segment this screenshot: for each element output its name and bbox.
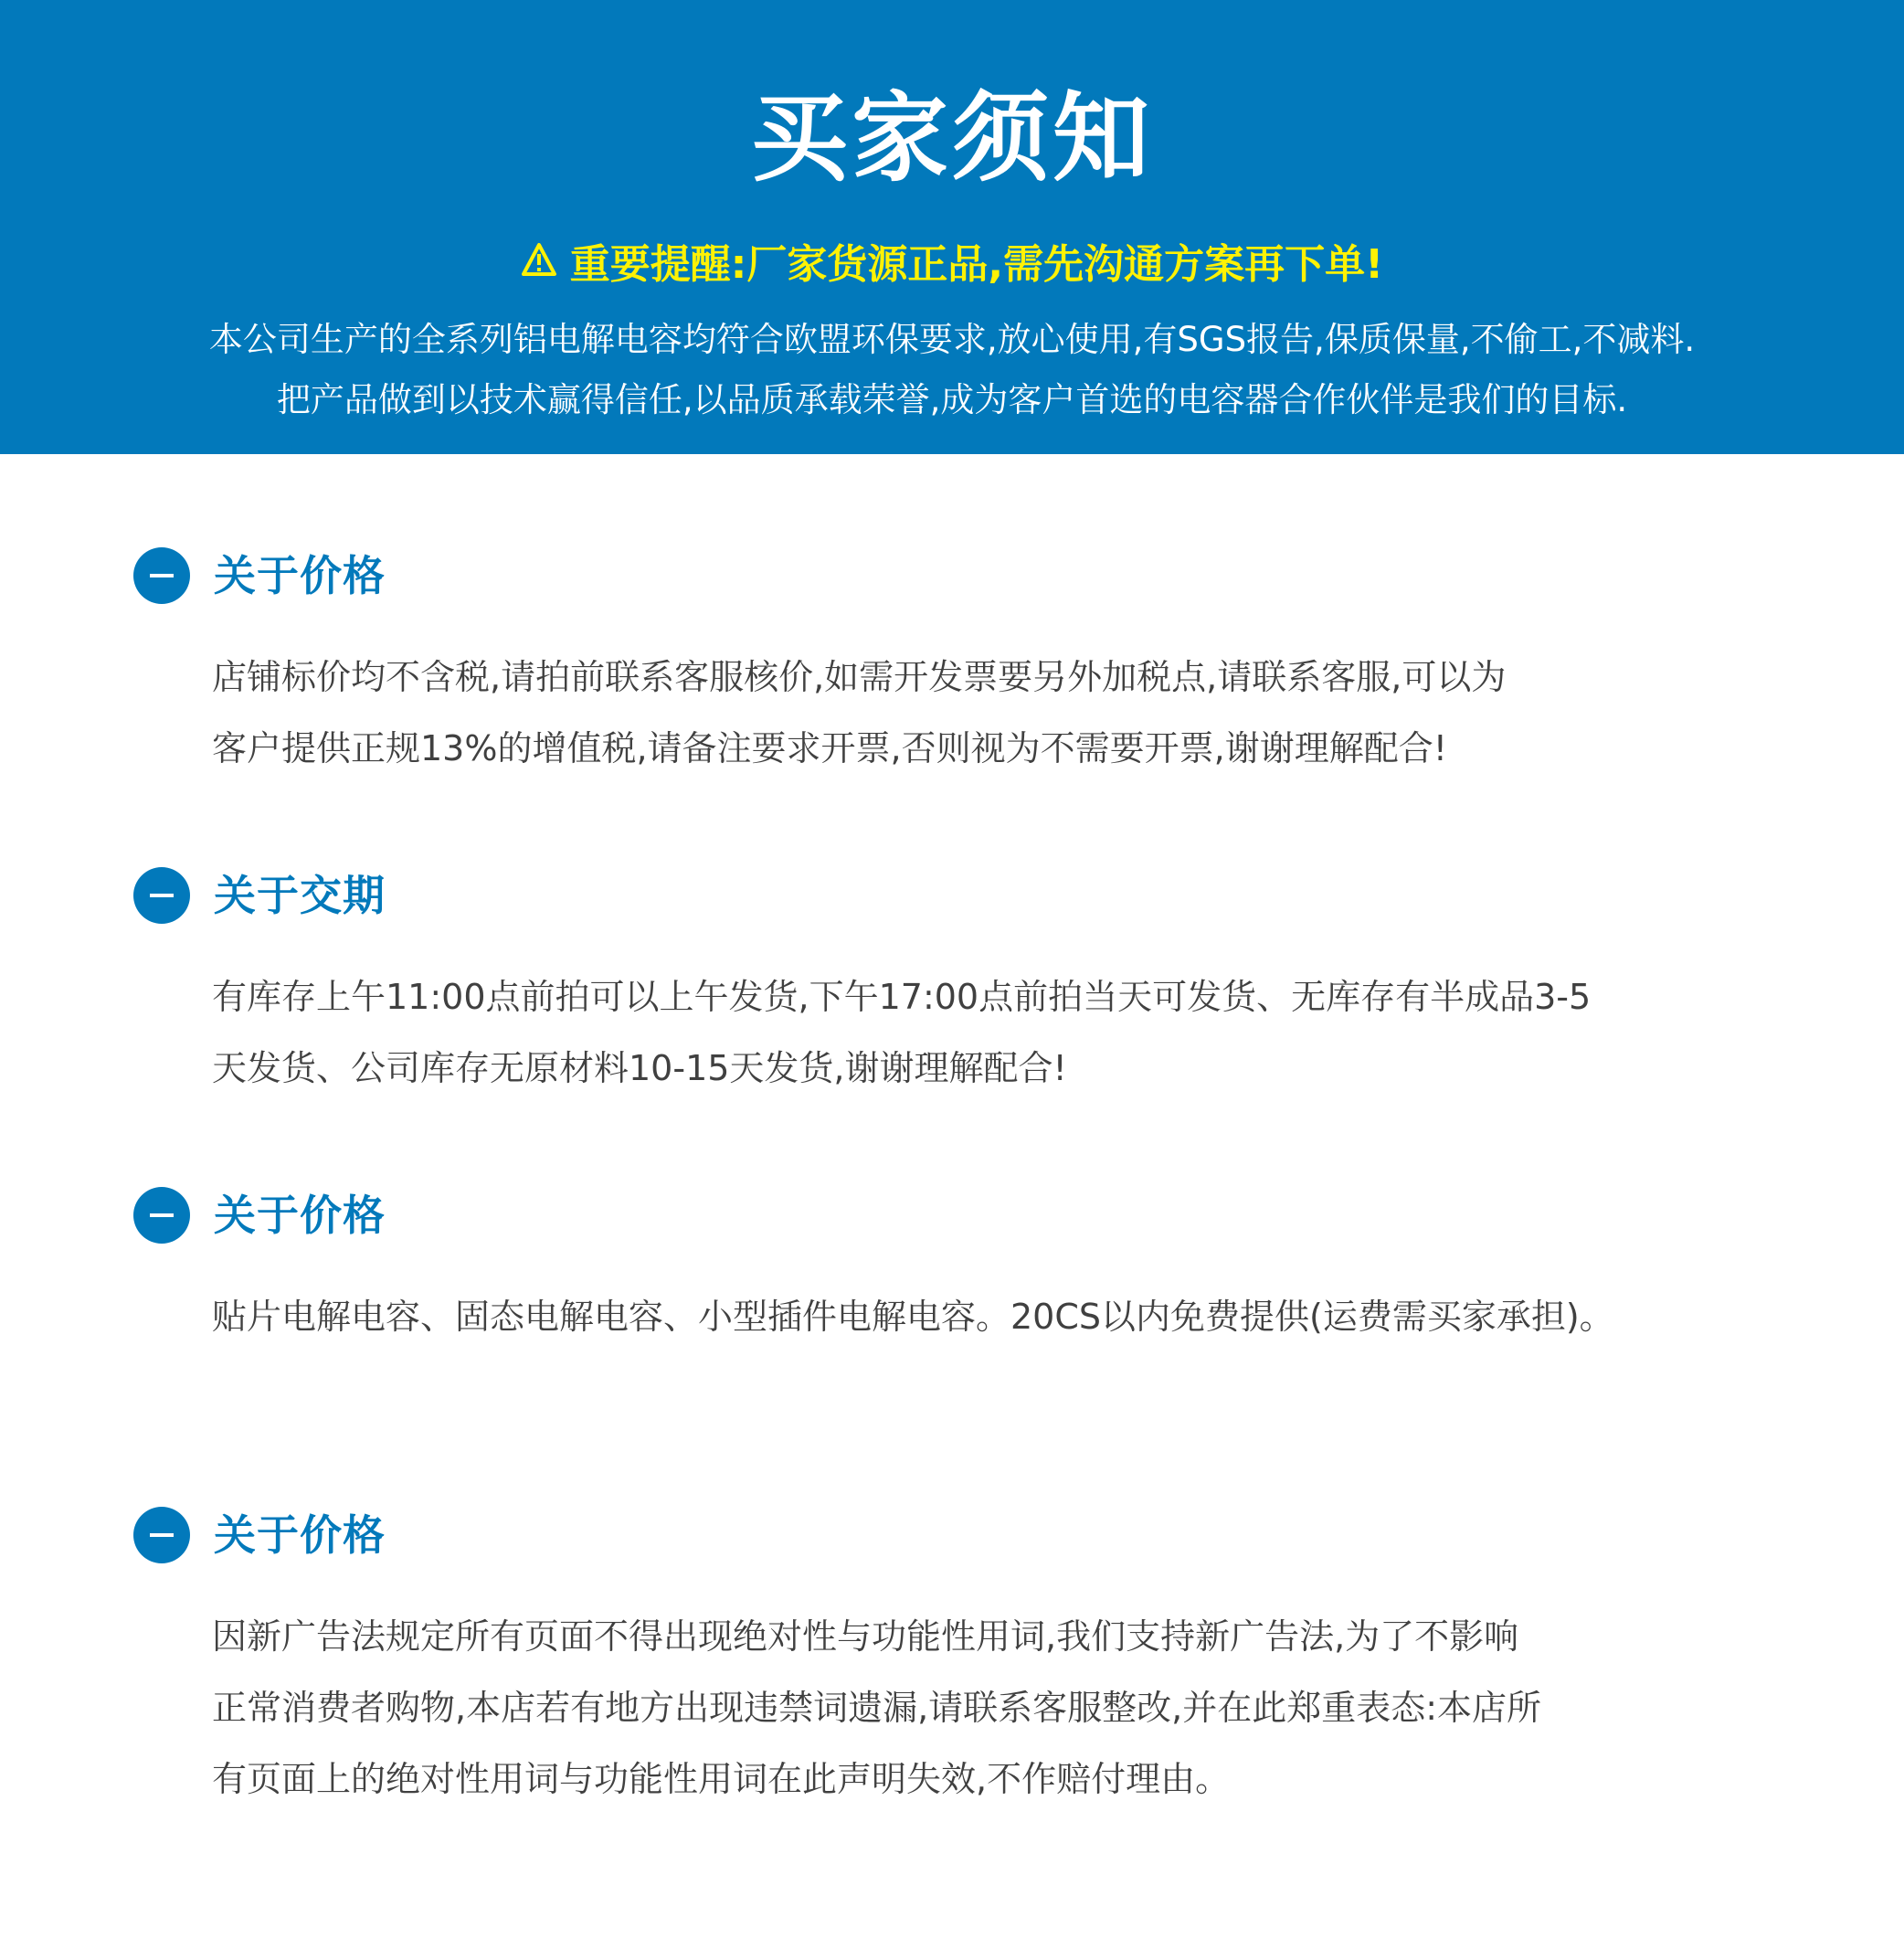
- company-description-line-2: 把产品做到以技术赢得信任,以品质承载荣誉,成为客户首选的电容器合作伙伴是我们的目标.: [276, 380, 1628, 419]
- section-title: 关于价格: [214, 551, 386, 600]
- minus-circle-icon: [133, 1507, 190, 1563]
- page-title: 买家须知: [751, 82, 1153, 195]
- warning-triangle-icon: [521, 238, 557, 290]
- section-title: 关于价格: [214, 1191, 386, 1240]
- section-body-delivery: [212, 961, 1710, 1104]
- body-line: 天发货、公司库存无原材料10-15天发货,谢谢理解配合!: [212, 1048, 1067, 1088]
- section-body-advertising-law: [212, 1601, 1710, 1815]
- section-body-price: [212, 641, 1710, 784]
- section-heading-delivery: [133, 866, 386, 925]
- body-line: 有库存上午11:00点前拍可以上午发货,下午17:00点前拍当天可发货、无库存有半成品3-5: [212, 977, 1592, 1017]
- minus-circle-icon: [133, 547, 190, 604]
- company-description-line-1: 本公司生产的全系列铝电解电容均符合欧盟环保要求,放心使用,有SGS报告,保质保量,不偷工,不减料.: [208, 320, 1696, 359]
- section-heading-samples: [133, 1186, 386, 1245]
- body-line: 正常消费者购物,本店若有地方出现违禁词遗漏,请联系客服整改,并在此郑重表态:本店所: [212, 1688, 1542, 1728]
- section-heading-advertising-law: [133, 1506, 386, 1564]
- section-body-samples: [212, 1281, 1710, 1352]
- body-line: 客户提供正规13%的增值税,请备注要求开票,否则视为不需要开票,谢谢理解配合!: [212, 728, 1447, 768]
- section-heading-price: [133, 546, 386, 605]
- minus-circle-icon: [133, 867, 190, 924]
- minus-circle-icon: [133, 1187, 190, 1244]
- section-title: 关于价格: [214, 1510, 386, 1560]
- section-title: 关于交期: [214, 871, 386, 920]
- header-banner: [0, 0, 1904, 454]
- body-line: 贴片电解电容、固态电解电容、小型插件电解电容。20CS以内免费提供(运费需买家承担)。: [212, 1297, 1614, 1337]
- important-notice: [0, 239, 1904, 291]
- body-line: 店铺标价均不含税,请拍前联系客服核价,如需开发票要另外加税点,请联系客服,可以为: [212, 657, 1507, 697]
- important-notice-text: 重要提醒:厂家货源正品,需先沟通方案再下单!: [569, 241, 1384, 288]
- body-line: 有页面上的绝对性用词与功能性用词在此声明失效,不作赔付理由。: [212, 1759, 1231, 1799]
- body-line: 因新广告法规定所有页面不得出现绝对性与功能性用词,我们支持新广告法,为了不影响: [212, 1616, 1519, 1657]
